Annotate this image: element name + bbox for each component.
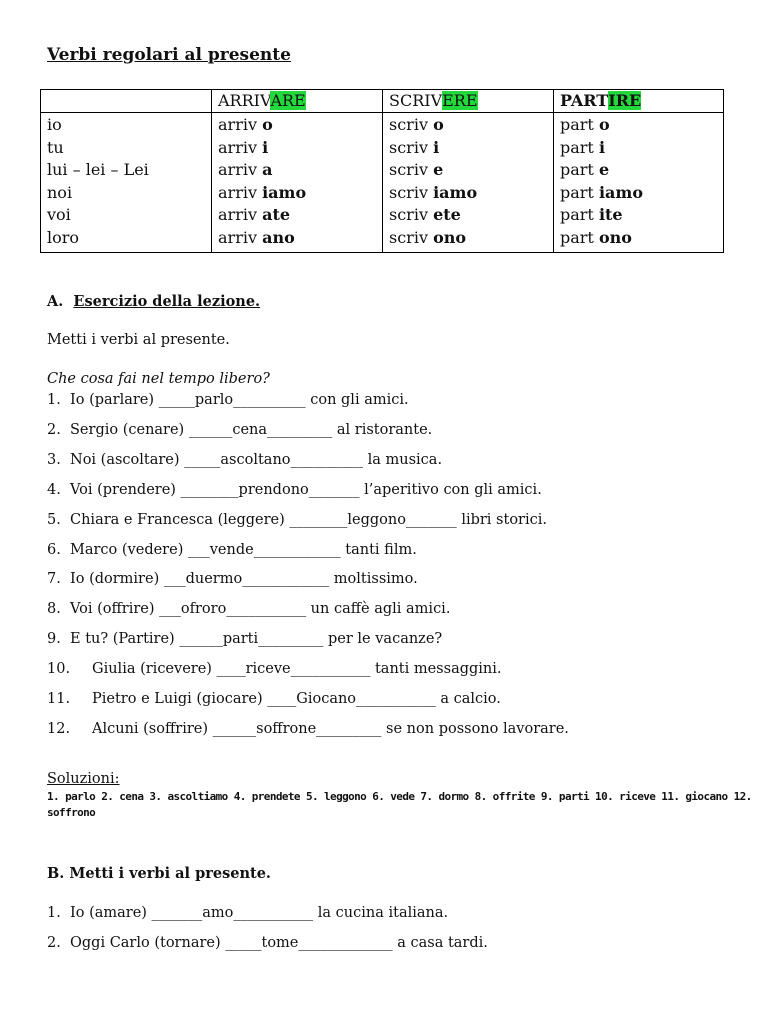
exercise-text: E tu? (Partire) ______parti_________ per le vacanze?	[70, 631, 443, 647]
table-header-empty	[41, 90, 212, 113]
exercise-number: 1.	[47, 392, 61, 408]
scrivere-column	[383, 113, 554, 253]
section-b-heading: B. Metti i verbi al presente.	[47, 865, 271, 882]
exercise-number: 3.	[47, 452, 61, 468]
conjugation-cell: part ite	[560, 205, 623, 225]
exercise-text: Voi (offrire) ___ofroro___________ un caffè agli amici.	[70, 601, 451, 617]
conjugation-table	[40, 89, 724, 253]
pronoun: tu	[47, 137, 64, 157]
conjugation-cell: scriv ete	[389, 205, 461, 225]
pronoun: noi	[47, 182, 73, 202]
pronoun: loro	[47, 227, 80, 247]
conjugation-cell: arriv o	[218, 115, 273, 134]
conjugation-cell: arriv iamo	[218, 182, 307, 202]
exercise-number: 9.	[47, 631, 61, 647]
header-ending-highlight: IRE	[608, 91, 642, 110]
exercise-number: 1.	[47, 905, 61, 921]
conjugation-cell: part iamo	[560, 182, 643, 202]
conjugation-cell: part e	[560, 160, 610, 180]
conjugation-cell: arriv ano	[218, 227, 295, 247]
header-stem: ARRIV	[218, 91, 271, 110]
exercise-text: Pietro e Luigi (giocare) ____Giocano___________ a calcio.	[92, 691, 501, 707]
conjugation-cell: part i	[560, 137, 606, 157]
exercise-number: 2.	[47, 422, 61, 438]
solutions-text: 1. parlo 2. cena 3. ascoltiamo 4. prendete 5. leggono 6. vede 7. dormo 8. offrite 9. parti 10. riceve 11. giocano 12. soffrono	[47, 790, 752, 819]
section-a-subtitle: Che cosa fai nel tempo libero?	[47, 371, 270, 387]
exercise-number: 4.	[47, 482, 61, 498]
exercise-text: Oggi Carlo (tornare) _____tome_____________ a casa tardi.	[70, 935, 488, 951]
conjugation-cell: scriv i	[389, 137, 440, 157]
table-body-row	[41, 113, 724, 253]
conjugation-cell: arriv ate	[218, 205, 291, 225]
table-header-partire	[554, 90, 724, 113]
conjugation-cell: arriv a	[218, 160, 273, 180]
exercise-number: 11.	[47, 691, 71, 707]
pronoun: io	[47, 115, 62, 134]
exercise-number: 10.	[47, 661, 71, 677]
exercise-number: 12.	[47, 721, 71, 737]
conjugation-cell: part ono	[560, 227, 632, 247]
exercise-number: 7.	[47, 571, 61, 587]
exercise-text: Voi (prendere) ________prendono_______ l’aperitivo con gli amici.	[70, 482, 542, 498]
conjugation-cell: scriv o	[389, 115, 444, 134]
section-a-instruction: Metti i verbi al presente.	[47, 332, 230, 348]
exercise-text: Sergio (cenare) ______cena_________ al ristorante.	[70, 422, 433, 438]
header-ending-highlight: ARE	[270, 91, 306, 110]
exercise-number: 6.	[47, 542, 61, 558]
section-a-heading	[47, 293, 260, 310]
exercise-number: 2.	[47, 935, 61, 951]
page-title: Verbi regolari al presente	[47, 45, 291, 65]
table-header-scrivere	[383, 90, 554, 113]
conjugation-cell: part o	[560, 115, 610, 134]
arrivare-column	[212, 113, 383, 253]
pronoun: voi	[47, 205, 71, 225]
header-ending-highlight: ERE	[442, 91, 478, 110]
exercise-number: 5.	[47, 512, 61, 528]
exercise-text: Io (parlare) _____parlo__________ con gli amici.	[70, 392, 409, 408]
exercise-text: Io (dormire) ___duermo____________ moltissimo.	[70, 571, 418, 587]
section-title: Esercizio della lezione.	[73, 293, 261, 310]
exercise-text: Chiara e Francesca (leggere) ________leggono_______ libri storici.	[70, 512, 547, 528]
table-header-arrivare	[212, 90, 383, 113]
section-letter: A.	[47, 293, 64, 310]
conjugation-cell: scriv e	[389, 160, 444, 180]
exercise-text: Marco (vedere) ___vende____________ tanti film.	[70, 542, 417, 558]
exercise-text: Io (amare) _______amo___________ la cucina italiana.	[70, 905, 449, 921]
header-stem: PART	[560, 91, 609, 110]
conjugation-cell: arriv i	[218, 137, 269, 157]
solutions-label: Soluzioni:	[47, 771, 120, 787]
exercise-text: Giulia (ricevere) ____riceve___________ tanti messaggini.	[92, 661, 502, 677]
table-header-row	[41, 90, 724, 113]
exercise-text: Noi (ascoltare) _____ascoltano__________ la musica.	[70, 452, 443, 468]
exercise-text: Alcuni (soffrire) ______soffrone_________ se non possono lavorare.	[92, 721, 569, 737]
conjugation-cell: scriv ono	[389, 227, 467, 247]
conjugation-cell: scriv iamo	[389, 182, 478, 202]
pronoun-column	[41, 113, 212, 253]
partire-column	[554, 113, 724, 253]
exercise-number: 8.	[47, 601, 61, 617]
header-stem: SCRIV	[389, 91, 443, 110]
pronoun: lui – lei – Lei	[47, 160, 149, 180]
